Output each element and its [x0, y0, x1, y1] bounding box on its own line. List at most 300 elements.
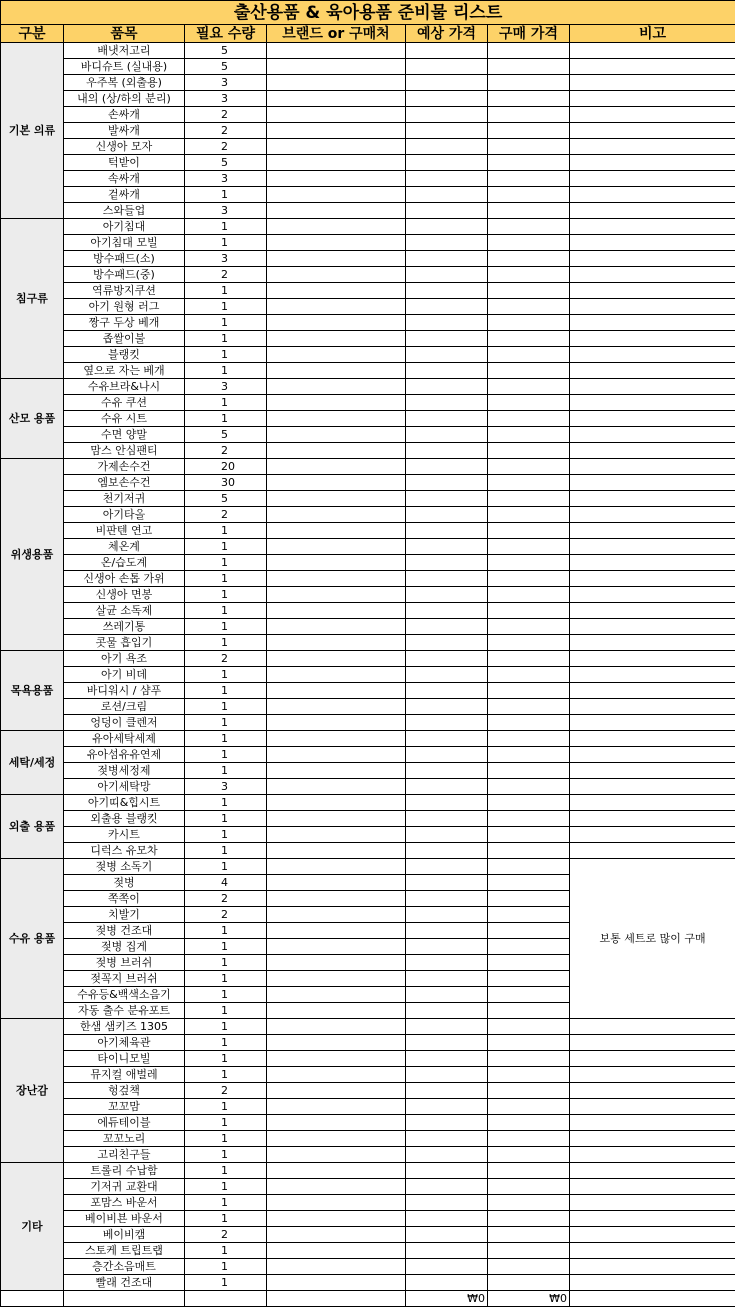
- note-cell[interactable]: [570, 635, 735, 651]
- note-cell[interactable]: [570, 587, 735, 603]
- purchase-price-cell[interactable]: [488, 107, 570, 123]
- quantity-cell[interactable]: 3: [185, 75, 267, 91]
- expected-price-cell[interactable]: [406, 603, 488, 619]
- purchase-price-cell[interactable]: [488, 1003, 570, 1019]
- note-cell[interactable]: [570, 187, 735, 203]
- brand-cell[interactable]: [267, 1019, 406, 1035]
- note-cell[interactable]: [570, 139, 735, 155]
- expected-price-cell[interactable]: [406, 811, 488, 827]
- expected-price-cell[interactable]: [406, 427, 488, 443]
- quantity-cell[interactable]: 1: [185, 1211, 267, 1227]
- item-name-cell[interactable]: 온/습도계: [64, 555, 185, 571]
- expected-price-cell[interactable]: [406, 1099, 488, 1115]
- total-label-cell[interactable]: [1, 1291, 64, 1307]
- purchase-price-cell[interactable]: [488, 235, 570, 251]
- note-cell[interactable]: [570, 43, 735, 59]
- quantity-cell[interactable]: 2: [185, 267, 267, 283]
- purchase-price-cell[interactable]: [488, 1051, 570, 1067]
- brand-cell[interactable]: [267, 907, 406, 923]
- purchase-price-cell[interactable]: [488, 379, 570, 395]
- quantity-cell[interactable]: 1: [185, 1115, 267, 1131]
- item-name-cell[interactable]: 에듀테이블: [64, 1115, 185, 1131]
- brand-cell[interactable]: [267, 827, 406, 843]
- purchase-price-cell[interactable]: [488, 1115, 570, 1131]
- item-name-cell[interactable]: 콧물 흡입기: [64, 635, 185, 651]
- item-name-cell[interactable]: 아기침대 모빌: [64, 235, 185, 251]
- purchase-price-cell[interactable]: [488, 939, 570, 955]
- item-name-cell[interactable]: 젖꼭지 브러쉬: [64, 971, 185, 987]
- purchase-price-cell[interactable]: [488, 187, 570, 203]
- item-name-cell[interactable]: 빨래 건조대: [64, 1275, 185, 1291]
- purchase-price-cell[interactable]: [488, 443, 570, 459]
- expected-price-cell[interactable]: [406, 123, 488, 139]
- purchase-price-cell[interactable]: [488, 299, 570, 315]
- brand-cell[interactable]: [267, 1099, 406, 1115]
- category-cell[interactable]: 산모 용품: [1, 379, 64, 459]
- note-cell[interactable]: [570, 715, 735, 731]
- purchase-price-cell[interactable]: [488, 699, 570, 715]
- expected-price-cell[interactable]: [406, 619, 488, 635]
- quantity-cell[interactable]: 5: [185, 491, 267, 507]
- brand-cell[interactable]: [267, 843, 406, 859]
- item-name-cell[interactable]: 젖병: [64, 875, 185, 891]
- expected-price-cell[interactable]: [406, 171, 488, 187]
- note-cell[interactable]: [570, 1163, 735, 1179]
- brand-cell[interactable]: [267, 427, 406, 443]
- brand-cell[interactable]: [267, 75, 406, 91]
- item-name-cell[interactable]: 자동 출수 분유포트: [64, 1003, 185, 1019]
- item-name-cell[interactable]: 아기띠&힙시트: [64, 795, 185, 811]
- brand-cell[interactable]: [267, 1147, 406, 1163]
- purchase-price-cell[interactable]: [488, 251, 570, 267]
- note-cell[interactable]: [570, 779, 735, 795]
- quantity-cell[interactable]: 1: [185, 235, 267, 251]
- note-cell[interactable]: [570, 1211, 735, 1227]
- note-cell[interactable]: [570, 683, 735, 699]
- brand-cell[interactable]: [267, 747, 406, 763]
- note-cell[interactable]: [570, 1195, 735, 1211]
- expected-price-cell[interactable]: [406, 267, 488, 283]
- note-cell[interactable]: [570, 123, 735, 139]
- expected-price-cell[interactable]: [406, 219, 488, 235]
- quantity-cell[interactable]: 5: [185, 427, 267, 443]
- expected-price-cell[interactable]: [406, 1227, 488, 1243]
- brand-cell[interactable]: [267, 59, 406, 75]
- brand-cell[interactable]: [267, 203, 406, 219]
- note-cell[interactable]: [570, 155, 735, 171]
- expected-price-cell[interactable]: [406, 139, 488, 155]
- expected-price-cell[interactable]: [406, 203, 488, 219]
- purchase-price-cell[interactable]: [488, 491, 570, 507]
- item-name-cell[interactable]: 신생아 모자: [64, 139, 185, 155]
- quantity-cell[interactable]: 1: [185, 1131, 267, 1147]
- item-name-cell[interactable]: 헝겊책: [64, 1083, 185, 1099]
- expected-price-cell[interactable]: [406, 395, 488, 411]
- purchase-price-cell[interactable]: [488, 43, 570, 59]
- note-cell[interactable]: [570, 1083, 735, 1099]
- brand-cell[interactable]: [267, 635, 406, 651]
- brand-cell[interactable]: [267, 571, 406, 587]
- category-cell[interactable]: 목욕용품: [1, 651, 64, 731]
- expected-price-cell[interactable]: [406, 251, 488, 267]
- quantity-cell[interactable]: 5: [185, 59, 267, 75]
- brand-cell[interactable]: [267, 587, 406, 603]
- quantity-cell[interactable]: 1: [185, 555, 267, 571]
- item-name-cell[interactable]: 로션/크림: [64, 699, 185, 715]
- purchase-price-cell[interactable]: [488, 395, 570, 411]
- expected-price-cell[interactable]: [406, 971, 488, 987]
- purchase-price-cell[interactable]: [488, 843, 570, 859]
- purchase-price-cell[interactable]: [488, 1195, 570, 1211]
- brand-cell[interactable]: [267, 1211, 406, 1227]
- note-cell[interactable]: [570, 811, 735, 827]
- expected-price-cell[interactable]: [406, 683, 488, 699]
- expected-price-cell[interactable]: [406, 827, 488, 843]
- item-name-cell[interactable]: 맘스 안심팬티: [64, 443, 185, 459]
- purchase-price-cell[interactable]: [488, 1243, 570, 1259]
- quantity-cell[interactable]: 1: [185, 587, 267, 603]
- note-cell[interactable]: [570, 395, 735, 411]
- brand-cell[interactable]: [267, 763, 406, 779]
- item-name-cell[interactable]: 신생아 면봉: [64, 587, 185, 603]
- item-name-cell[interactable]: 좁쌀이불: [64, 331, 185, 347]
- brand-cell[interactable]: [267, 1051, 406, 1067]
- quantity-cell[interactable]: 1: [185, 1147, 267, 1163]
- note-cell[interactable]: [570, 1051, 735, 1067]
- expected-price-cell[interactable]: [406, 555, 488, 571]
- item-name-cell[interactable]: 체온계: [64, 539, 185, 555]
- item-name-cell[interactable]: 젖병 건조대: [64, 923, 185, 939]
- quantity-cell[interactable]: 1: [185, 635, 267, 651]
- brand-cell[interactable]: [267, 251, 406, 267]
- expected-price-cell[interactable]: [406, 715, 488, 731]
- brand-cell[interactable]: [267, 811, 406, 827]
- purchase-price-cell[interactable]: [488, 651, 570, 667]
- item-name-cell[interactable]: 역류방지쿠션: [64, 283, 185, 299]
- note-cell[interactable]: [570, 1275, 735, 1291]
- expected-price-cell[interactable]: [406, 667, 488, 683]
- purchase-price-cell[interactable]: [488, 683, 570, 699]
- quantity-cell[interactable]: 1: [185, 347, 267, 363]
- purchase-price-cell[interactable]: [488, 75, 570, 91]
- note-cell[interactable]: [570, 411, 735, 427]
- quantity-cell[interactable]: 2: [185, 651, 267, 667]
- brand-cell[interactable]: [267, 123, 406, 139]
- expected-price-cell[interactable]: [406, 955, 488, 971]
- brand-cell[interactable]: [267, 347, 406, 363]
- brand-cell[interactable]: [267, 923, 406, 939]
- expected-price-cell[interactable]: [406, 315, 488, 331]
- purchase-price-cell[interactable]: [488, 411, 570, 427]
- brand-cell[interactable]: [267, 1227, 406, 1243]
- purchase-price-cell[interactable]: [488, 507, 570, 523]
- note-cell[interactable]: [570, 475, 735, 491]
- note-cell[interactable]: [570, 1115, 735, 1131]
- note-cell[interactable]: [570, 235, 735, 251]
- expected-price-cell[interactable]: [406, 859, 488, 875]
- brand-cell[interactable]: [267, 363, 406, 379]
- header-note[interactable]: 비고: [570, 25, 735, 43]
- header-category[interactable]: 구분: [1, 25, 64, 43]
- expected-price-cell[interactable]: [406, 635, 488, 651]
- quantity-cell[interactable]: 1: [185, 763, 267, 779]
- purchase-price-cell[interactable]: [488, 1083, 570, 1099]
- expected-price-cell[interactable]: [406, 507, 488, 523]
- quantity-cell[interactable]: 1: [185, 571, 267, 587]
- total-expected-price[interactable]: ₩0: [406, 1291, 488, 1307]
- expected-price-cell[interactable]: [406, 1179, 488, 1195]
- purchase-price-cell[interactable]: [488, 763, 570, 779]
- item-name-cell[interactable]: 천기저귀: [64, 491, 185, 507]
- purchase-price-cell[interactable]: [488, 1099, 570, 1115]
- expected-price-cell[interactable]: [406, 299, 488, 315]
- item-name-cell[interactable]: 포맘스 바운서: [64, 1195, 185, 1211]
- quantity-cell[interactable]: 1: [185, 1099, 267, 1115]
- note-cell[interactable]: [570, 427, 735, 443]
- item-name-cell[interactable]: 손싸개: [64, 107, 185, 123]
- note-cell[interactable]: [570, 827, 735, 843]
- expected-price-cell[interactable]: [406, 1083, 488, 1099]
- expected-price-cell[interactable]: [406, 379, 488, 395]
- expected-price-cell[interactable]: [406, 1067, 488, 1083]
- expected-price-cell[interactable]: [406, 923, 488, 939]
- category-cell[interactable]: 수유 용품: [1, 859, 64, 1019]
- quantity-cell[interactable]: 1: [185, 715, 267, 731]
- brand-cell[interactable]: [267, 555, 406, 571]
- purchase-price-cell[interactable]: [488, 859, 570, 875]
- item-name-cell[interactable]: 수유브라&나시: [64, 379, 185, 395]
- note-cell[interactable]: [570, 203, 735, 219]
- purchase-price-cell[interactable]: [488, 315, 570, 331]
- purchase-price-cell[interactable]: [488, 1067, 570, 1083]
- quantity-cell[interactable]: 2: [185, 907, 267, 923]
- item-name-cell[interactable]: 내의 (상/하의 분리): [64, 91, 185, 107]
- category-cell[interactable]: 장난감: [1, 1019, 64, 1163]
- brand-cell[interactable]: [267, 443, 406, 459]
- note-cell[interactable]: [570, 571, 735, 587]
- quantity-cell[interactable]: 3: [185, 251, 267, 267]
- brand-cell[interactable]: [267, 459, 406, 475]
- item-name-cell[interactable]: 수유 쿠션: [64, 395, 185, 411]
- purchase-price-cell[interactable]: [488, 1163, 570, 1179]
- quantity-cell[interactable]: 1: [185, 987, 267, 1003]
- item-name-cell[interactable]: 젖병 집게: [64, 939, 185, 955]
- quantity-cell[interactable]: 1: [185, 859, 267, 875]
- quantity-cell[interactable]: 2: [185, 1227, 267, 1243]
- brand-cell[interactable]: [267, 731, 406, 747]
- item-name-cell[interactable]: 속싸개: [64, 171, 185, 187]
- quantity-cell[interactable]: 1: [185, 1163, 267, 1179]
- expected-price-cell[interactable]: [406, 331, 488, 347]
- brand-cell[interactable]: [267, 107, 406, 123]
- total-brand-cell[interactable]: [267, 1291, 406, 1307]
- expected-price-cell[interactable]: [406, 475, 488, 491]
- header-purchase-price[interactable]: 구매 가격: [488, 25, 570, 43]
- quantity-cell[interactable]: 1: [185, 699, 267, 715]
- purchase-price-cell[interactable]: [488, 1259, 570, 1275]
- purchase-price-cell[interactable]: [488, 475, 570, 491]
- note-cell[interactable]: [570, 171, 735, 187]
- item-name-cell[interactable]: 방수패드(소): [64, 251, 185, 267]
- expected-price-cell[interactable]: [406, 987, 488, 1003]
- purchase-price-cell[interactable]: [488, 59, 570, 75]
- purchase-price-cell[interactable]: [488, 587, 570, 603]
- note-cell[interactable]: [570, 459, 735, 475]
- note-cell[interactable]: [570, 699, 735, 715]
- expected-price-cell[interactable]: [406, 587, 488, 603]
- purchase-price-cell[interactable]: [488, 555, 570, 571]
- quantity-cell[interactable]: 1: [185, 731, 267, 747]
- item-name-cell[interactable]: 뮤지컬 애벌레: [64, 1067, 185, 1083]
- total-quantity-cell[interactable]: [185, 1291, 267, 1307]
- category-cell[interactable]: 기본 의류: [1, 43, 64, 219]
- brand-cell[interactable]: [267, 523, 406, 539]
- expected-price-cell[interactable]: [406, 571, 488, 587]
- purchase-price-cell[interactable]: [488, 923, 570, 939]
- note-cell[interactable]: [570, 795, 735, 811]
- item-name-cell[interactable]: 우주복 (외출용): [64, 75, 185, 91]
- brand-cell[interactable]: [267, 315, 406, 331]
- expected-price-cell[interactable]: [406, 523, 488, 539]
- item-name-cell[interactable]: 디럭스 유모차: [64, 843, 185, 859]
- item-name-cell[interactable]: 젖병 브러쉬: [64, 955, 185, 971]
- purchase-price-cell[interactable]: [488, 603, 570, 619]
- item-name-cell[interactable]: 젖병세정제: [64, 763, 185, 779]
- purchase-price-cell[interactable]: [488, 1275, 570, 1291]
- purchase-price-cell[interactable]: [488, 459, 570, 475]
- brand-cell[interactable]: [267, 411, 406, 427]
- note-cell[interactable]: [570, 443, 735, 459]
- quantity-cell[interactable]: 1: [185, 683, 267, 699]
- quantity-cell[interactable]: 1: [185, 1003, 267, 1019]
- purchase-price-cell[interactable]: [488, 1147, 570, 1163]
- purchase-price-cell[interactable]: [488, 635, 570, 651]
- category-cell[interactable]: 침구류: [1, 219, 64, 379]
- quantity-cell[interactable]: 1: [185, 971, 267, 987]
- purchase-price-cell[interactable]: [488, 363, 570, 379]
- purchase-price-cell[interactable]: [488, 283, 570, 299]
- brand-cell[interactable]: [267, 619, 406, 635]
- purchase-price-cell[interactable]: [488, 347, 570, 363]
- quantity-cell[interactable]: 1: [185, 1051, 267, 1067]
- item-name-cell[interactable]: 바디워시 / 샴푸: [64, 683, 185, 699]
- expected-price-cell[interactable]: [406, 651, 488, 667]
- note-cell[interactable]: [570, 1019, 735, 1035]
- brand-cell[interactable]: [267, 1115, 406, 1131]
- brand-cell[interactable]: [267, 1083, 406, 1099]
- quantity-cell[interactable]: 1: [185, 811, 267, 827]
- note-cell[interactable]: [570, 619, 735, 635]
- quantity-cell[interactable]: 2: [185, 1083, 267, 1099]
- expected-price-cell[interactable]: [406, 91, 488, 107]
- brand-cell[interactable]: [267, 1035, 406, 1051]
- brand-cell[interactable]: [267, 187, 406, 203]
- brand-cell[interactable]: [267, 331, 406, 347]
- purchase-price-cell[interactable]: [488, 715, 570, 731]
- purchase-price-cell[interactable]: [488, 811, 570, 827]
- note-cell[interactable]: [570, 1099, 735, 1115]
- expected-price-cell[interactable]: [406, 363, 488, 379]
- item-name-cell[interactable]: 아기 원형 러그: [64, 299, 185, 315]
- quantity-cell[interactable]: 1: [185, 363, 267, 379]
- note-cell[interactable]: [570, 1179, 735, 1195]
- item-name-cell[interactable]: 수유등&백색소음기: [64, 987, 185, 1003]
- item-name-cell[interactable]: 층간소음매트: [64, 1259, 185, 1275]
- quantity-cell[interactable]: 1: [185, 1019, 267, 1035]
- purchase-price-cell[interactable]: [488, 155, 570, 171]
- quantity-cell[interactable]: 5: [185, 155, 267, 171]
- expected-price-cell[interactable]: [406, 1035, 488, 1051]
- note-cell[interactable]: [570, 523, 735, 539]
- item-name-cell[interactable]: 치발기: [64, 907, 185, 923]
- note-cell[interactable]: [570, 379, 735, 395]
- quantity-cell[interactable]: 1: [185, 299, 267, 315]
- quantity-cell[interactable]: 1: [185, 539, 267, 555]
- note-cell[interactable]: [570, 1147, 735, 1163]
- note-cell[interactable]: [570, 667, 735, 683]
- purchase-price-cell[interactable]: [488, 427, 570, 443]
- quantity-cell[interactable]: 1: [185, 603, 267, 619]
- expected-price-cell[interactable]: [406, 875, 488, 891]
- purchase-price-cell[interactable]: [488, 1211, 570, 1227]
- brand-cell[interactable]: [267, 603, 406, 619]
- brand-cell[interactable]: [267, 299, 406, 315]
- expected-price-cell[interactable]: [406, 187, 488, 203]
- expected-price-cell[interactable]: [406, 59, 488, 75]
- quantity-cell[interactable]: 4: [185, 875, 267, 891]
- note-cell[interactable]: [570, 651, 735, 667]
- expected-price-cell[interactable]: [406, 795, 488, 811]
- quantity-cell[interactable]: 3: [185, 171, 267, 187]
- note-cell[interactable]: [570, 1243, 735, 1259]
- item-name-cell[interactable]: 방수패드(중): [64, 267, 185, 283]
- brand-cell[interactable]: [267, 971, 406, 987]
- brand-cell[interactable]: [267, 507, 406, 523]
- brand-cell[interactable]: [267, 795, 406, 811]
- expected-price-cell[interactable]: [406, 843, 488, 859]
- item-name-cell[interactable]: 베이비캠: [64, 1227, 185, 1243]
- expected-price-cell[interactable]: [406, 907, 488, 923]
- brand-cell[interactable]: [267, 171, 406, 187]
- purchase-price-cell[interactable]: [488, 171, 570, 187]
- quantity-cell[interactable]: 1: [185, 187, 267, 203]
- quantity-cell[interactable]: 1: [185, 395, 267, 411]
- expected-price-cell[interactable]: [406, 1211, 488, 1227]
- expected-price-cell[interactable]: [406, 459, 488, 475]
- quantity-cell[interactable]: 1: [185, 1179, 267, 1195]
- expected-price-cell[interactable]: [406, 1115, 488, 1131]
- quantity-cell[interactable]: 1: [185, 1035, 267, 1051]
- item-name-cell[interactable]: 꼬꼬맘: [64, 1099, 185, 1115]
- purchase-price-cell[interactable]: [488, 779, 570, 795]
- category-cell[interactable]: 기타: [1, 1163, 64, 1291]
- item-name-cell[interactable]: 수면 양말: [64, 427, 185, 443]
- note-cell[interactable]: [570, 747, 735, 763]
- quantity-cell[interactable]: 2: [185, 507, 267, 523]
- expected-price-cell[interactable]: [406, 699, 488, 715]
- note-cell[interactable]: [570, 219, 735, 235]
- quantity-cell[interactable]: 3: [185, 203, 267, 219]
- item-name-cell[interactable]: 외출용 블랭킷: [64, 811, 185, 827]
- expected-price-cell[interactable]: [406, 539, 488, 555]
- brand-cell[interactable]: [267, 1131, 406, 1147]
- note-cell[interactable]: [570, 763, 735, 779]
- brand-cell[interactable]: [267, 1163, 406, 1179]
- brand-cell[interactable]: [267, 987, 406, 1003]
- note-cell[interactable]: [570, 283, 735, 299]
- brand-cell[interactable]: [267, 379, 406, 395]
- item-name-cell[interactable]: 아기세탁망: [64, 779, 185, 795]
